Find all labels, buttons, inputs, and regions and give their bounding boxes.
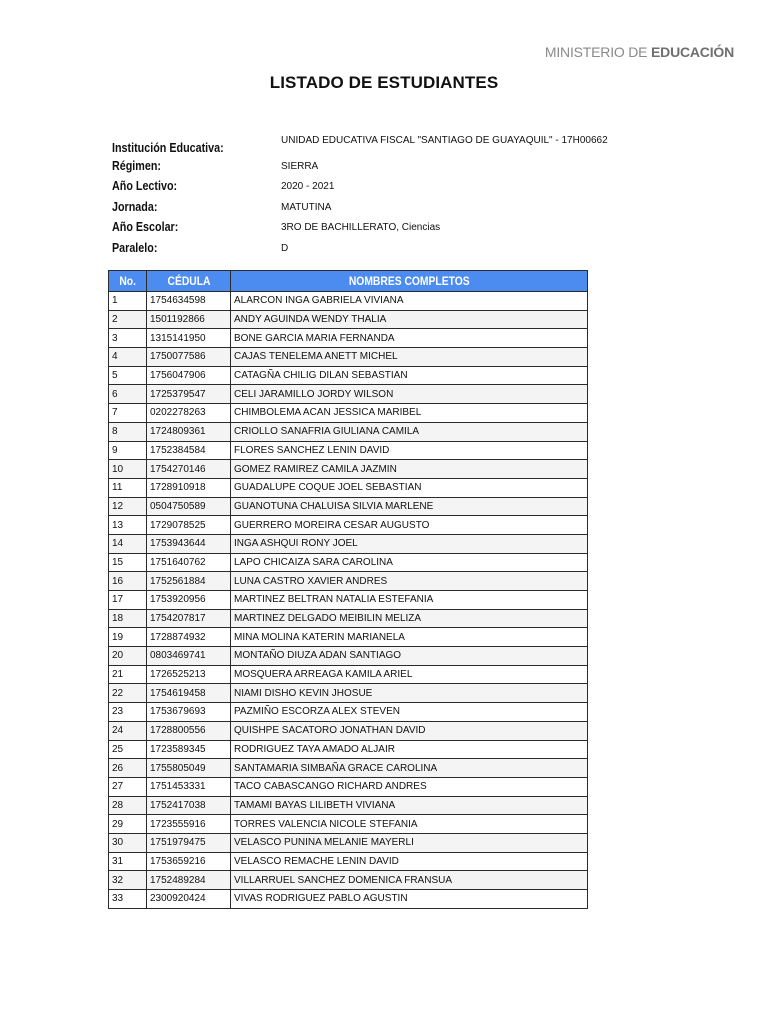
cell-nombre: FLORES SANCHEZ LENIN DAVID [231, 441, 588, 460]
table-row [109, 366, 588, 385]
cell-cedula: 1751453331 [147, 777, 231, 796]
cell-nombre: INGA ASHQUI RONY JOEL [231, 534, 588, 553]
table-row [109, 591, 588, 610]
info-label: Institución Educativa: [112, 141, 224, 155]
cell-cedula: 1755805049 [147, 759, 231, 778]
cell-no: 7 [109, 404, 147, 423]
ministry-name-bold: EDUCACIÓN [651, 44, 734, 60]
cell-cedula: 0803469741 [147, 647, 231, 666]
cell-nombre: LAPO CHICAIZA SARA CAROLINA [231, 553, 588, 572]
cell-no: 21 [109, 665, 147, 684]
cell-no: 32 [109, 871, 147, 890]
cell-no: 1 [109, 292, 147, 311]
table-row [109, 516, 588, 535]
cell-cedula: 1752417038 [147, 796, 231, 815]
table-row [109, 460, 588, 479]
table-row [109, 684, 588, 703]
cell-no: 3 [109, 329, 147, 348]
cell-no: 27 [109, 777, 147, 796]
info-label: Año Lectivo: [112, 179, 178, 193]
cell-no: 6 [109, 385, 147, 404]
cell-no: 23 [109, 703, 147, 722]
cell-cedula: 1728874932 [147, 628, 231, 647]
table-row [109, 665, 588, 684]
cell-no: 12 [109, 497, 147, 516]
cell-cedula: 1750077586 [147, 348, 231, 367]
table-row [109, 740, 588, 759]
cell-cedula: 1315141950 [147, 329, 231, 348]
cell-nombre: MARTINEZ DELGADO MEIBILIN MELIZA [231, 609, 588, 628]
cell-nombre: GOMEZ RAMIREZ CAMILA JAZMIN [231, 460, 588, 479]
column-header-cedula [147, 271, 231, 292]
cell-nombre: PAZMIÑO ESCORZA ALEX STEVEN [231, 703, 588, 722]
table-row [109, 833, 588, 852]
cell-no: 18 [109, 609, 147, 628]
cell-cedula: 1723589345 [147, 740, 231, 759]
table-row [109, 759, 588, 778]
cell-no: 16 [109, 572, 147, 591]
info-label: Jornada: [112, 199, 158, 214]
cell-nombre: RODRIGUEZ TAYA AMADO ALJAIR [231, 740, 588, 759]
cell-cedula: 1752489284 [147, 871, 231, 890]
info-value: 3RO DE BACHILLERATO, Ciencias [281, 222, 441, 233]
ministry-logo [545, 44, 734, 60]
table-row [109, 385, 588, 404]
students-table [108, 270, 588, 909]
cell-no: 8 [109, 422, 147, 441]
table-row [109, 871, 588, 890]
cell-no: 20 [109, 647, 147, 666]
cell-cedula: 0504750589 [147, 497, 231, 516]
cell-nombre: GUERRERO MOREIRA CESAR AUGUSTO [231, 516, 588, 535]
cell-nombre: ANDY AGUINDA WENDY THALIA [231, 310, 588, 329]
table-row [109, 572, 588, 591]
cell-cedula: 1724809361 [147, 422, 231, 441]
table-row [109, 553, 588, 572]
cell-no: 19 [109, 628, 147, 647]
cell-nombre: VELASCO PUNINA MELANIE MAYERLI [231, 833, 588, 852]
table-row [109, 478, 588, 497]
cell-cedula: 1754619458 [147, 684, 231, 703]
cell-nombre: ALARCON INGA GABRIELA VIVIANA [231, 292, 588, 311]
cell-nombre: SANTAMARIA SIMBAÑA GRACE CAROLINA [231, 759, 588, 778]
cell-nombre: MONTAÑO DIUZA ADAN SANTIAGO [231, 647, 588, 666]
info-label: Paralelo: [112, 240, 158, 255]
cell-nombre: CELI JARAMILLO JORDY WILSON [231, 385, 588, 404]
cell-cedula: 2300920424 [147, 890, 231, 909]
cell-nombre: VELASCO REMACHE LENIN DAVID [231, 852, 588, 871]
table-row [109, 534, 588, 553]
cell-cedula: 0202278263 [147, 404, 231, 423]
table-row [109, 422, 588, 441]
column-header-cedula-label: CÉDULA [167, 274, 210, 288]
cell-nombre: VIVAS RODRIGUEZ PABLO AGUSTIN [231, 890, 588, 909]
cell-no: 30 [109, 833, 147, 852]
cell-no: 17 [109, 591, 147, 610]
cell-no: 11 [109, 478, 147, 497]
cell-no: 2 [109, 310, 147, 329]
cell-no: 29 [109, 815, 147, 834]
table-row [109, 852, 588, 871]
cell-cedula: 1726525213 [147, 665, 231, 684]
cell-nombre: TAMAMI BAYAS LILIBETH VIVIANA [231, 796, 588, 815]
cell-no: 15 [109, 553, 147, 572]
table-row [109, 441, 588, 460]
cell-no: 4 [109, 348, 147, 367]
cell-no: 33 [109, 890, 147, 909]
cell-no: 26 [109, 759, 147, 778]
column-header-nombres [231, 271, 588, 292]
cell-cedula: 1728910918 [147, 478, 231, 497]
cell-nombre: MOSQUERA ARREAGA KAMILA ARIEL [231, 665, 588, 684]
cell-cedula: 1754634598 [147, 292, 231, 311]
table-row [109, 721, 588, 740]
cell-no: 5 [109, 366, 147, 385]
cell-nombre: TORRES VALENCIA NICOLE STEFANIA [231, 815, 588, 834]
info-value: 2020 - 2021 [281, 181, 335, 192]
cell-cedula: 1725379547 [147, 385, 231, 404]
cell-no: 9 [109, 441, 147, 460]
cell-cedula: 1729078525 [147, 516, 231, 535]
table-row [109, 777, 588, 796]
cell-nombre: CHIMBOLEMA ACAN JESSICA MARIBEL [231, 404, 588, 423]
cell-no: 31 [109, 852, 147, 871]
table-row [109, 310, 588, 329]
table-row [109, 609, 588, 628]
cell-nombre: NIAMI DISHO KEVIN JHOSUE [231, 684, 588, 703]
column-header-no-label: No. [119, 274, 136, 288]
column-header-nombres-label: NOMBRES COMPLETOS [348, 274, 470, 288]
cell-cedula: 1753659216 [147, 852, 231, 871]
table-row [109, 329, 588, 348]
ministry-name-light: MINISTERIO DE [544, 44, 652, 60]
cell-no: 24 [109, 721, 147, 740]
cell-cedula: 1753679693 [147, 703, 231, 722]
cell-nombre: CAJAS TENELEMA ANETT MICHEL [231, 348, 588, 367]
cell-nombre: MINA MOLINA KATERIN MARIANELA [231, 628, 588, 647]
cell-nombre: GUADALUPE COQUE JOEL SEBASTIAN [231, 478, 588, 497]
info-value: UNIDAD EDUCATIVA FISCAL "SANTIAGO DE GUAYAQUIL" - 17H00662 [281, 135, 608, 146]
table-row [109, 703, 588, 722]
cell-no: 28 [109, 796, 147, 815]
cell-nombre: VILLARRUEL SANCHEZ DOMENICA FRANSUA [231, 871, 588, 890]
column-header-no [109, 271, 147, 292]
info-value: MATUTINA [281, 201, 332, 213]
info-label: Año Escolar: [112, 220, 179, 234]
cell-nombre: GUANOTUNA CHALUISA SILVIA MARLENE [231, 497, 588, 516]
cell-cedula: 1752561884 [147, 572, 231, 591]
cell-nombre: CRIOLLO SANAFRIA GIULIANA CAMILA [231, 422, 588, 441]
cell-no: 25 [109, 740, 147, 759]
table-row [109, 404, 588, 423]
cell-cedula: 1754207817 [147, 609, 231, 628]
cell-cedula: 1723555916 [147, 815, 231, 834]
cell-nombre: MARTINEZ BELTRAN NATALIA ESTEFANIA [231, 591, 588, 610]
table-row [109, 796, 588, 815]
cell-cedula: 1753920956 [147, 591, 231, 610]
cell-no: 13 [109, 516, 147, 535]
page-title: LISTADO DE ESTUDIANTES [269, 73, 499, 92]
cell-no: 14 [109, 534, 147, 553]
cell-nombre: BONE GARCIA MARIA FERNANDA [231, 329, 588, 348]
cell-cedula: 1728800556 [147, 721, 231, 740]
cell-cedula: 1501192866 [147, 310, 231, 329]
table-row [109, 348, 588, 367]
cell-nombre: TACO CABASCANGO RICHARD ANDRES [231, 777, 588, 796]
table-row [109, 628, 588, 647]
cell-no: 10 [109, 460, 147, 479]
cell-cedula: 1751640762 [147, 553, 231, 572]
cell-nombre: QUISHPE SACATORO JONATHAN DAVID [231, 721, 588, 740]
info-label: Régimen: [112, 158, 161, 173]
table-row [109, 497, 588, 516]
table-row [109, 647, 588, 666]
table-row [109, 815, 588, 834]
cell-cedula: 1753943644 [147, 534, 231, 553]
info-value: SIERRA [281, 160, 319, 172]
table-body [109, 292, 588, 909]
cell-cedula: 1756047906 [147, 366, 231, 385]
cell-nombre: LUNA CASTRO XAVIER ANDRES [231, 572, 588, 591]
table-header-row [109, 271, 588, 292]
info-value: D [281, 242, 289, 254]
table-row [109, 292, 588, 311]
cell-nombre: CATAGÑA CHILIG DILAN SEBASTIAN [231, 366, 588, 385]
cell-cedula: 1751979475 [147, 833, 231, 852]
cell-no: 22 [109, 684, 147, 703]
table-row [109, 890, 588, 909]
cell-cedula: 1754270146 [147, 460, 231, 479]
cell-cedula: 1752384584 [147, 441, 231, 460]
